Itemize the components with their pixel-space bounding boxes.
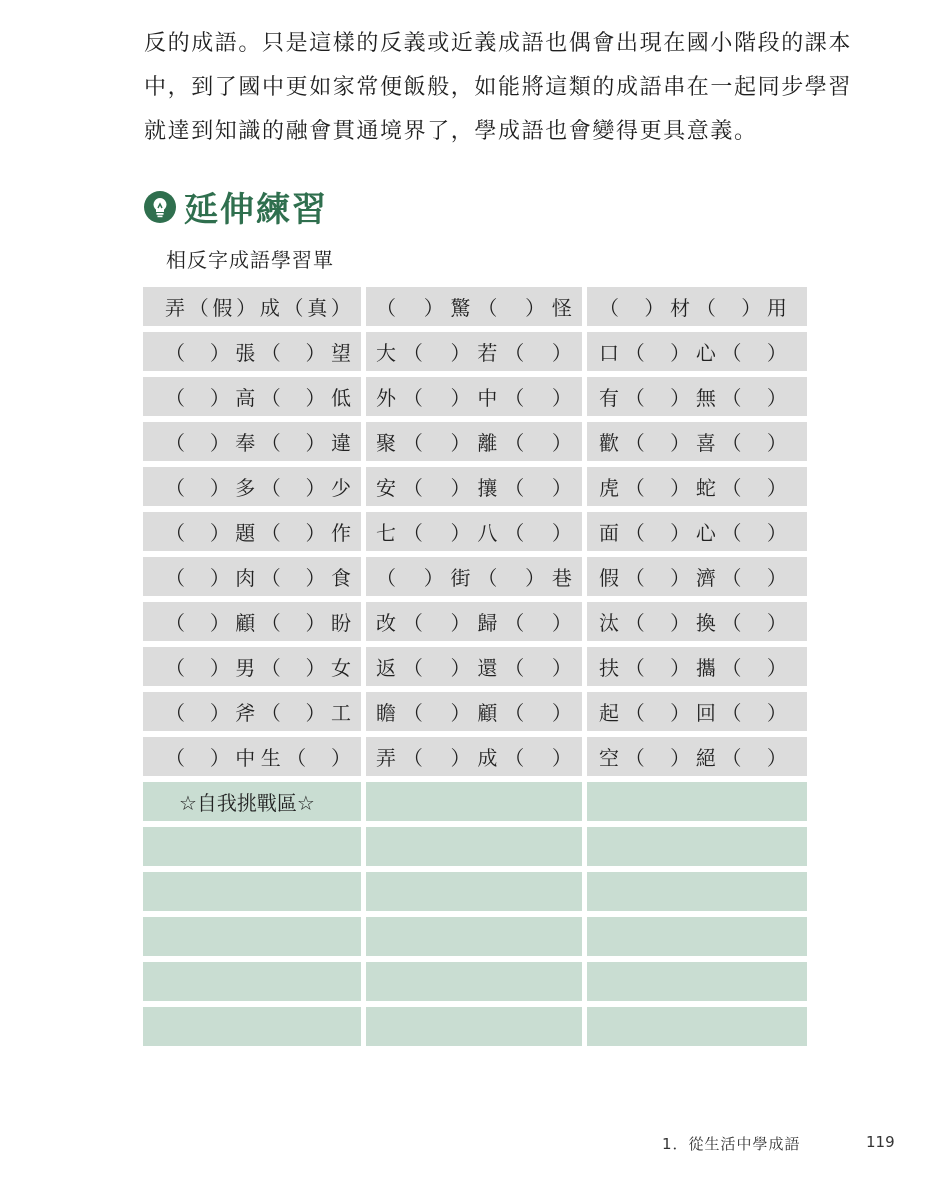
section-title: 延伸練習 (184, 190, 328, 230)
challenge-answer-cell[interactable] (587, 827, 807, 866)
idiom-char: （ (504, 341, 525, 365)
table-row (143, 287, 807, 326)
table-row (143, 647, 807, 686)
idiom-cell (143, 737, 361, 776)
idiom-cell (143, 692, 361, 731)
idiom-char: ） (670, 431, 691, 455)
idiom-char: 七 (376, 521, 396, 545)
idiom-char: ） (551, 386, 572, 410)
challenge-answer-cell[interactable] (366, 962, 582, 1001)
idiom-char: ） (766, 746, 787, 770)
idiom-char: （ (721, 341, 742, 365)
idiom-char: （ (504, 746, 525, 770)
idiom-char: 成 (259, 296, 280, 320)
idiom-char: 安 (376, 476, 396, 500)
idiom-char: 有 (599, 386, 619, 410)
idiom-char: 真 (307, 296, 328, 320)
idiom-char: ） (330, 746, 351, 770)
idiom-char: 返 (376, 656, 396, 680)
idiom-char: 外 (376, 386, 396, 410)
idiom-char: （ (188, 296, 209, 320)
idiom-char: ） (209, 566, 230, 590)
idiom-char: 肉 (235, 566, 256, 590)
idiom-char: （ (599, 296, 619, 320)
challenge-answer-cell[interactable] (587, 1007, 807, 1046)
intro-line: 中，到了國中更如家常便飯般，如能將這類的成語串在一起同步學習 (144, 75, 853, 100)
idiom-char: （ (477, 566, 498, 590)
idiom-char: （ (165, 566, 185, 590)
idiom-char: ） (766, 476, 787, 500)
idiom-char: （ (165, 476, 185, 500)
idiom-char: （ (402, 611, 423, 635)
idiom-cell (366, 557, 582, 596)
idiom-char: （ (504, 656, 525, 680)
idiom-char: （ (260, 521, 281, 545)
idiom-cell (143, 647, 361, 686)
challenge-answer-cell[interactable] (143, 1007, 361, 1046)
idiom-char: 違 (330, 431, 351, 455)
idiom-char: 心 (695, 521, 716, 545)
idiom-char: ） (450, 386, 471, 410)
idiom-cell (366, 692, 582, 731)
idiom-char: 假 (599, 566, 619, 590)
idiom-char: 女 (330, 656, 351, 680)
idiom-char: 顧 (477, 701, 498, 725)
idiom-char: ） (551, 611, 572, 635)
challenge-answer-cell[interactable] (587, 872, 807, 911)
idiom-char: （ (402, 431, 423, 455)
idiom-char: ） (766, 431, 787, 455)
idiom-char: （ (624, 656, 645, 680)
idiom-char: ） (525, 566, 546, 590)
idiom-char: 汰 (599, 611, 619, 635)
idiom-char: 驚 (450, 296, 471, 320)
idiom-cell (587, 422, 807, 461)
idiom-cell (143, 602, 361, 641)
challenge-answer-cell[interactable] (366, 782, 582, 821)
intro-paragraph (144, 22, 853, 154)
idiom-char: （ (721, 566, 742, 590)
challenge-answer-cell[interactable] (587, 962, 807, 1001)
idiom-cell (587, 377, 807, 416)
idiom-char: 歡 (599, 431, 619, 455)
idiom-cell (143, 557, 361, 596)
idiom-char: （ (721, 476, 742, 500)
idiom-cell (143, 422, 361, 461)
idiom-char: （ (624, 701, 645, 725)
idiom-char: ） (670, 521, 691, 545)
idiom-char: 絕 (695, 746, 716, 770)
idiom-char: ） (450, 656, 471, 680)
idiom-char: 假 (212, 296, 233, 320)
idiom-char: （ (624, 746, 645, 770)
idiom-char: ） (766, 341, 787, 365)
idiom-char: ） (450, 701, 471, 725)
idiom-char: 喜 (695, 431, 716, 455)
idiom-char: 空 (599, 746, 619, 770)
challenge-answer-cell[interactable] (143, 872, 361, 911)
idiom-cell (587, 557, 807, 596)
idiom-char: （ (721, 746, 742, 770)
idiom-char: 無 (695, 386, 716, 410)
idiom-char: ） (670, 386, 691, 410)
idiom-char: （ (260, 566, 281, 590)
idiom-char: 瞻 (376, 701, 396, 725)
challenge-row (143, 827, 807, 866)
idiom-char: ） (305, 611, 326, 635)
idiom-char: 攘 (477, 476, 498, 500)
idiom-char: ） (766, 566, 787, 590)
idiom-char: 工 (330, 701, 351, 725)
idiom-char: （ (624, 566, 645, 590)
idiom-char: ） (766, 521, 787, 545)
idiom-char: （ (260, 656, 281, 680)
idiom-char: ） (670, 701, 691, 725)
idiom-cell (587, 287, 807, 326)
idiom-cell (587, 467, 807, 506)
idiom-char: ） (551, 701, 572, 725)
idiom-char: 虎 (599, 476, 619, 500)
idiom-char: 少 (330, 476, 351, 500)
challenge-answer-cell[interactable] (587, 782, 807, 821)
idiom-char: （ (402, 701, 423, 725)
idiom-char: ） (450, 476, 471, 500)
idiom-char: ） (644, 296, 665, 320)
idiom-char: ） (670, 566, 691, 590)
idiom-cell (366, 737, 582, 776)
idiom-char: （ (477, 296, 498, 320)
table-row (143, 737, 807, 776)
idiom-char: 男 (235, 656, 256, 680)
idiom-char: （ (624, 386, 645, 410)
idiom-char: ） (450, 611, 471, 635)
idiom-char: （ (260, 476, 281, 500)
idiom-cell (366, 332, 582, 371)
idiom-char: ） (209, 611, 230, 635)
idiom-char: 作 (330, 521, 351, 545)
idiom-char: 多 (235, 476, 256, 500)
idiom-char: （ (721, 611, 742, 635)
idiom-char: 口 (599, 341, 619, 365)
intro-line: 就達到知識的融會貫通境界了，學成語也會變得更具意義。 (144, 119, 758, 144)
idiom-char: ） (209, 701, 230, 725)
idiom-char: 面 (599, 521, 619, 545)
idiom-char: 中 (235, 746, 256, 770)
idiom-char: ） (209, 521, 230, 545)
idiom-char: 攜 (695, 656, 716, 680)
idiom-char: ） (766, 656, 787, 680)
idiom-char: （ (165, 386, 185, 410)
idiom-char: ） (305, 386, 326, 410)
idiom-char: ） (305, 476, 326, 500)
idiom-char: （ (402, 476, 423, 500)
idiom-char: 弄 (165, 296, 185, 320)
idiom-char: （ (504, 611, 525, 635)
idiom-char: 回 (695, 701, 716, 725)
idiom-char: ） (525, 296, 546, 320)
idiom-cell (587, 647, 807, 686)
idiom-char: （ (260, 431, 281, 455)
idiom-char: 八 (477, 521, 498, 545)
idiom-char: 材 (670, 296, 691, 320)
idiom-char: （ (402, 341, 423, 365)
idiom-char: ） (305, 341, 326, 365)
idiom-char: ） (551, 746, 572, 770)
idiom-worksheet-table (143, 287, 807, 1052)
idiom-cell (143, 467, 361, 506)
idiom-char: （ (624, 476, 645, 500)
idiom-cell (587, 692, 807, 731)
challenge-answer-cell[interactable] (587, 917, 807, 956)
idiom-char: （ (721, 431, 742, 455)
idiom-char: ） (450, 431, 471, 455)
idiom-char: （ (165, 341, 185, 365)
idiom-char: ） (209, 341, 230, 365)
section-heading (144, 182, 328, 231)
idiom-char: （ (165, 431, 185, 455)
idiom-char: 食 (330, 566, 351, 590)
idiom-char: 大 (376, 341, 396, 365)
idiom-char: ） (305, 701, 326, 725)
idiom-char: （ (165, 611, 185, 635)
table-row (143, 602, 807, 641)
challenge-zone-label: ☆自我挑戰區☆ (143, 782, 361, 821)
idiom-char: ） (670, 611, 691, 635)
idiom-char: 高 (235, 386, 256, 410)
intro-line: 反的成語。只是這樣的反義或近義成語也偶會出現在國小階段的課本 (144, 31, 853, 56)
idiom-char: （ (504, 386, 525, 410)
idiom-char: （ (165, 656, 185, 680)
idiom-cell (143, 512, 361, 551)
idiom-char: （ (721, 656, 742, 680)
page-number: 119 (866, 1133, 895, 1151)
idiom-char: （ (260, 341, 281, 365)
idiom-char: 離 (477, 431, 498, 455)
table-row (143, 422, 807, 461)
idiom-char: 聚 (376, 431, 396, 455)
idiom-cell (366, 647, 582, 686)
idiom-char: （ (260, 701, 281, 725)
idiom-char: （ (624, 431, 645, 455)
idiom-char: ） (305, 521, 326, 545)
table-row (143, 467, 807, 506)
idiom-char: ） (305, 431, 326, 455)
idiom-char: （ (376, 296, 396, 320)
idiom-char: 顧 (235, 611, 256, 635)
idiom-cell (587, 602, 807, 641)
idiom-char: ） (209, 431, 230, 455)
idiom-char: 用 (766, 296, 787, 320)
idiom-char: （ (260, 386, 281, 410)
idiom-char: 起 (599, 701, 619, 725)
idiom-char: （ (402, 656, 423, 680)
idiom-char: （ (721, 701, 742, 725)
idiom-char: 巷 (551, 566, 572, 590)
table-row (143, 512, 807, 551)
idiom-char: ） (741, 296, 762, 320)
idiom-char: ） (551, 431, 572, 455)
idiom-cell (366, 512, 582, 551)
idiom-char: 改 (376, 611, 396, 635)
table-row (143, 377, 807, 416)
challenge-row (143, 782, 807, 821)
idiom-cell (143, 332, 361, 371)
idiom-char: ） (766, 611, 787, 635)
idiom-char: （ (624, 521, 645, 545)
idiom-char: （ (624, 611, 645, 635)
idiom-char: （ (721, 521, 742, 545)
idiom-cell (366, 467, 582, 506)
idiom-char: ） (670, 656, 691, 680)
idiom-char: （ (283, 296, 304, 320)
challenge-answer-cell[interactable] (366, 827, 582, 866)
idiom-char: 斧 (235, 701, 256, 725)
challenge-answer-cell[interactable] (143, 827, 361, 866)
idiom-char: （ (721, 386, 742, 410)
idiom-char: ） (209, 476, 230, 500)
idiom-char: （ (402, 746, 423, 770)
idiom-char: 低 (330, 386, 351, 410)
idiom-char: 生 (260, 746, 281, 770)
idiom-char: ） (209, 746, 230, 770)
idiom-char: （ (165, 701, 185, 725)
idiom-char: 怪 (551, 296, 572, 320)
worksheet-title: 相反字成語學習單 (166, 248, 334, 272)
idiom-char: 濟 (695, 566, 716, 590)
idiom-char: （ (376, 566, 396, 590)
idiom-char: 張 (235, 341, 256, 365)
table-row (143, 692, 807, 731)
idiom-char: （ (504, 701, 525, 725)
challenge-answer-cell[interactable] (366, 917, 582, 956)
idiom-char: （ (695, 296, 716, 320)
idiom-char: （ (286, 746, 307, 770)
challenge-answer-cell[interactable] (366, 872, 582, 911)
idiom-char: ） (236, 296, 257, 320)
challenge-row (143, 962, 807, 1001)
idiom-char: ） (330, 296, 351, 320)
idiom-char: ） (766, 386, 787, 410)
idiom-char: 歸 (477, 611, 498, 635)
idiom-cell (143, 377, 361, 416)
challenge-answer-cell[interactable] (366, 1007, 582, 1046)
idiom-char: （ (624, 341, 645, 365)
idiom-char: 心 (695, 341, 716, 365)
idiom-char: （ (260, 611, 281, 635)
idiom-cell (366, 602, 582, 641)
idiom-cell (587, 737, 807, 776)
idiom-cell (366, 287, 582, 326)
idiom-char: ） (423, 566, 444, 590)
idiom-char: （ (504, 521, 525, 545)
idiom-char: 中 (477, 386, 498, 410)
table-row (143, 332, 807, 371)
idiom-char: ） (766, 701, 787, 725)
idiom-char: ） (670, 341, 691, 365)
challenge-row (143, 1007, 807, 1046)
table-row (143, 557, 807, 596)
idiom-char: ） (305, 656, 326, 680)
chapter-footer: 1．從生活中學成語 (662, 1135, 801, 1153)
idiom-char: 奉 (235, 431, 256, 455)
lightbulb-icon (144, 191, 176, 223)
idiom-cell (587, 512, 807, 551)
idiom-char: ） (551, 521, 572, 545)
idiom-char: ） (450, 341, 471, 365)
idiom-char: ） (551, 341, 572, 365)
idiom-char: 題 (235, 521, 256, 545)
idiom-cell (366, 422, 582, 461)
idiom-char: ） (450, 746, 471, 770)
idiom-cell (143, 287, 361, 326)
idiom-char: ） (423, 296, 444, 320)
idiom-char: （ (165, 746, 185, 770)
idiom-char: 蛇 (695, 476, 716, 500)
idiom-char: 成 (477, 746, 498, 770)
idiom-char: ） (209, 656, 230, 680)
idiom-char: ） (209, 386, 230, 410)
challenge-row (143, 917, 807, 956)
idiom-char: ） (670, 476, 691, 500)
idiom-char: ） (551, 476, 572, 500)
idiom-char: ） (670, 746, 691, 770)
challenge-answer-cell[interactable] (143, 917, 361, 956)
challenge-answer-cell[interactable] (143, 962, 361, 1001)
idiom-char: 還 (477, 656, 498, 680)
idiom-char: 弄 (376, 746, 396, 770)
idiom-char: （ (504, 476, 525, 500)
idiom-char: 若 (477, 341, 498, 365)
idiom-char: （ (165, 521, 185, 545)
idiom-char: （ (402, 521, 423, 545)
idiom-cell (366, 377, 582, 416)
idiom-char: ） (450, 521, 471, 545)
idiom-char: （ (504, 431, 525, 455)
idiom-char: 換 (695, 611, 716, 635)
idiom-char: （ (402, 386, 423, 410)
idiom-cell (587, 332, 807, 371)
idiom-char: ） (305, 566, 326, 590)
idiom-char: 扶 (599, 656, 619, 680)
idiom-char: 街 (450, 566, 471, 590)
challenge-row (143, 872, 807, 911)
idiom-char: ） (551, 656, 572, 680)
idiom-char: 望 (330, 341, 351, 365)
idiom-char: 盼 (330, 611, 351, 635)
